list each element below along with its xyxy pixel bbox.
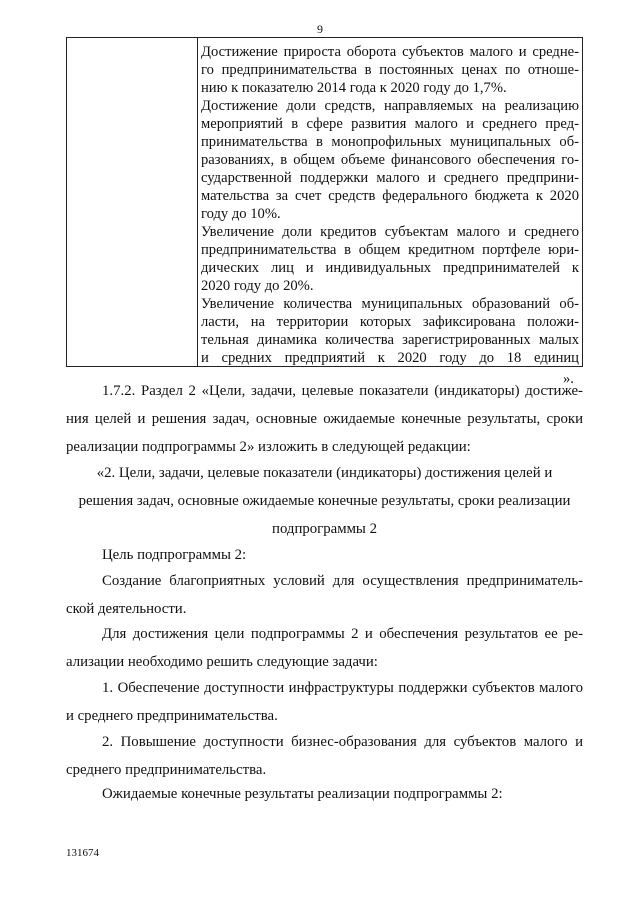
goal-label bbox=[66, 541, 583, 569]
cell-line: тельная динамика количества зарегистрированных малых bbox=[201, 332, 579, 348]
task-1 bbox=[66, 674, 583, 730]
paragraph-line: 1. Обеспечение доступности инфраструктуры поддержки субъектов малого bbox=[102, 680, 583, 696]
heading-line: решения задач, основные ожидаемые конечные результаты, сроки реализации bbox=[78, 493, 571, 509]
closing-quote: ». bbox=[563, 371, 574, 387]
paragraph-line: 1.7.2. Раздел 2 «Цели, задачи, целевые показатели (индикаторы) достиже- bbox=[102, 383, 583, 399]
cell-line: мательства за счет средств федерального бюджета к 2020 bbox=[201, 188, 579, 204]
cell-line: мероприятий в сфере развития малого и среднего пред- bbox=[201, 116, 579, 132]
section-1-7-2-paragraph bbox=[66, 377, 583, 461]
goal-text bbox=[66, 567, 583, 623]
results-label bbox=[66, 780, 583, 808]
cell-line: ласти, на территории которых зафиксирована положи- bbox=[201, 314, 579, 330]
indicators-table bbox=[66, 37, 583, 367]
cell-line: 2020 году до 20%. bbox=[201, 278, 314, 294]
section-heading bbox=[66, 459, 583, 543]
paragraph-line: ния целей и решения задач, основные ожидаемые конечные результаты, сроки bbox=[66, 411, 583, 427]
cell-line: Увеличение количества муниципальных образований об- bbox=[201, 296, 579, 312]
paragraph-line: ской деятельности. bbox=[66, 601, 187, 617]
indicators-cell bbox=[201, 43, 579, 367]
cell-line: дических лиц и индивидуальных предпринимателей к bbox=[201, 260, 579, 276]
cell-line: сударственной поддержки малого и среднего предприни- bbox=[201, 170, 579, 186]
document-code: 131674 bbox=[66, 847, 99, 859]
paragraph-line: и среднего предпринимательства. bbox=[66, 708, 278, 724]
heading-line: подпрограммы 2 bbox=[272, 521, 377, 537]
cell-line: го предпринимательства в постоянных ценах по отноше- bbox=[201, 62, 579, 78]
heading-line: «2. Цели, задачи, целевые показатели (индикаторы) достижения целей и bbox=[96, 465, 553, 481]
tasks-intro bbox=[66, 620, 583, 676]
page-number: 9 bbox=[317, 22, 323, 36]
cell-line: предпринимательства в общем кредитном портфеле юри- bbox=[201, 242, 579, 258]
results-label-text: Ожидаемые конечные результаты реализации подпрограммы 2: bbox=[102, 786, 503, 802]
cell-line: Увеличение доли кредитов субъектам малого и среднего bbox=[201, 224, 579, 240]
table-column-divider bbox=[197, 38, 198, 366]
paragraph-line: ализации необходимо решить следующие задачи: bbox=[66, 654, 378, 670]
cell-line: разованиях, в общем объеме финансового обеспечения го- bbox=[201, 152, 579, 168]
cell-line: нию к показателю 2014 года к 2020 году до 1,7%. bbox=[201, 80, 507, 96]
paragraph-line: 2. Повышение доступности бизнес-образования для субъектов малого и bbox=[102, 734, 583, 750]
cell-line: и средних предприятий к 2020 году до 18 единиц bbox=[201, 350, 579, 366]
paragraph-line: Создание благоприятных условий для осуществления предпринимaтель- bbox=[102, 573, 583, 589]
paragraph-line: Для достижения цели подпрограммы 2 и обеспечения результатов ее ре- bbox=[102, 626, 583, 642]
paragraph-line: среднего предпринимательства. bbox=[66, 762, 267, 778]
paragraph-line: реализации подпрограммы 2» изложить в следующей редакции: bbox=[66, 439, 471, 455]
cell-line: принимательства в монопрофильных муниципальных об- bbox=[201, 134, 579, 150]
goal-label-text: Цель подпрограммы 2: bbox=[102, 547, 247, 563]
cell-line: году до 10%. bbox=[201, 206, 281, 222]
cell-line: Достижение прироста оборота субъектов малого и средне- bbox=[201, 44, 579, 60]
task-2 bbox=[66, 728, 583, 784]
cell-line: Достижение доли средств, направляемых на реализацию bbox=[201, 98, 579, 114]
